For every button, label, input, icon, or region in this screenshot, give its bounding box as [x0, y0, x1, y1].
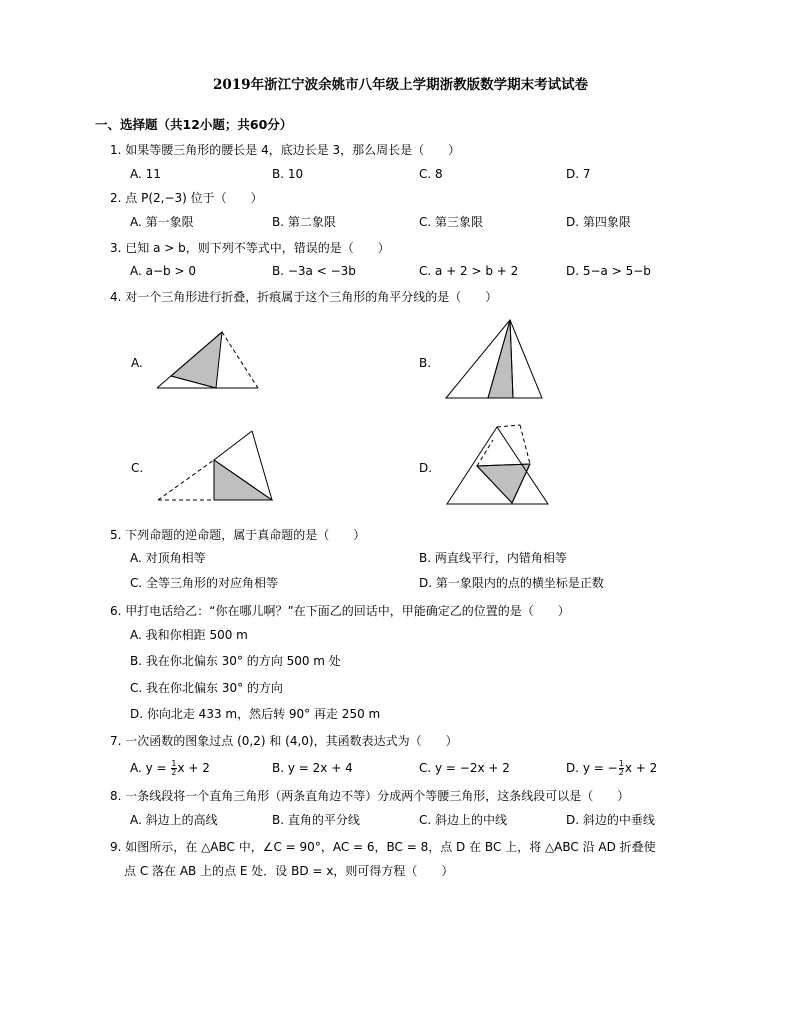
question-3-stem: 3. 已知 a > b，则下列不等式中，错误的是（ ） — [110, 241, 390, 255]
q7-d-fraction — [619, 760, 624, 777]
q5-option-a[interactable]: A. 对顶角相等 — [130, 551, 206, 565]
q3-option-b[interactable]: B. −3a < −3b — [272, 264, 356, 278]
fraction-denominator: 2 — [618, 768, 624, 777]
q5-option-d[interactable]: D. 第一象限内的点的横坐标是正数 — [419, 576, 604, 590]
section-heading: 一、选择题（共12小题；共60分） — [95, 117, 293, 132]
q6-option-a[interactable]: A. 我和你相距 500 m — [130, 628, 248, 642]
q8-option-b[interactable]: B. 直角的平分线 — [272, 813, 360, 827]
q1-option-d[interactable]: D. 7 — [566, 167, 591, 181]
q7-a-fraction — [171, 760, 176, 777]
figure-a-triangle — [157, 332, 258, 388]
q6-option-b[interactable]: B. 我在你北偏东 30° 的方向 500 m 处 — [130, 654, 341, 668]
question-5-stem: 5. 下列命题的逆命题，属于真命题的是（ ） — [110, 528, 366, 542]
q7-a-suffix: x + 2 — [177, 761, 210, 775]
q6-option-c[interactable]: C. 我在你北偏东 30° 的方向 — [130, 681, 283, 695]
figure-d-triangle — [447, 425, 548, 504]
q3-option-c[interactable]: C. a + 2 > b + 2 — [419, 264, 519, 278]
q3-option-d[interactable]: D. 5−a > 5−b — [566, 264, 651, 278]
q1-option-c[interactable]: C. 8 — [419, 167, 443, 181]
q4-option-d[interactable]: D. — [419, 461, 433, 475]
q7-option-a[interactable] — [130, 760, 210, 777]
q2-option-b[interactable]: B. 第二象限 — [272, 215, 336, 229]
q8-option-d[interactable]: D. 斜边的中垂线 — [566, 813, 655, 827]
figure-b-triangle — [446, 320, 542, 398]
q7-option-c[interactable]: C. y = −2x + 2 — [419, 761, 510, 775]
fraction-numerator: 1 — [171, 759, 177, 768]
q6-option-d[interactable]: D. 你向北走 433 m，然后转 90° 再走 250 m — [130, 707, 381, 721]
q2-option-a[interactable]: A. 第一象限 — [130, 215, 194, 229]
question-2-stem: 2. 点 P(2,−3) 位于（ ） — [110, 191, 263, 205]
q4-option-b[interactable]: B. — [419, 356, 432, 370]
question-9-stem-line2: 点 C 落在 AB 上的点 E 处．设 BD = x，则可得方程（ ） — [124, 864, 454, 878]
fraction-numerator: 1 — [618, 759, 624, 768]
q7-option-d[interactable] — [566, 760, 657, 777]
question-9-stem-line1: 9. 如图所示，在 △ABC 中，∠C = 90°，AC = 6，BC = 8，点 D 在 BC 上，将 △ABC 沿 AD 折叠使 — [110, 840, 656, 854]
question-8-stem: 8. 一条线段将一个直角三角形（两条直角边不等）分成两个等腰三角形，这条线段可以是（ ） — [110, 789, 630, 803]
q4-option-c[interactable]: C. — [131, 461, 144, 475]
q2-option-d[interactable]: D. 第四象限 — [566, 215, 631, 229]
q7-d-suffix: x + 2 — [624, 761, 658, 775]
q1-option-a[interactable]: A. 11 — [130, 167, 161, 181]
question-4-stem: 4. 对一个三角形进行折叠，折痕属于这个三角形的角平分线的是（ ） — [110, 290, 498, 304]
q1-option-b[interactable]: B. 10 — [272, 167, 304, 181]
q2-option-c[interactable]: C. 第三象限 — [419, 215, 484, 229]
fraction-denominator: 2 — [171, 768, 177, 777]
q3-option-a[interactable]: A. a−b > 0 — [130, 264, 196, 278]
page-title: 2019年浙江宁波余姚市八年级上学期浙教版数学期末考试试卷 — [213, 77, 589, 93]
q7-d-prefix: D. y = − — [566, 761, 618, 775]
q7-option-b[interactable]: B. y = 2x + 4 — [272, 761, 353, 775]
q4-option-a[interactable]: A. — [131, 356, 143, 370]
q8-option-a[interactable]: A. 斜边上的高线 — [130, 813, 218, 827]
q8-option-c[interactable]: C. 斜边上的中线 — [419, 813, 508, 827]
figure-c-triangle — [158, 431, 272, 500]
q7-a-prefix: A. y = — [130, 761, 171, 775]
question-6-stem: 6. 甲打电话给乙：“你在哪儿啊？”在下面乙的回话中，甲能确定乙的位置的是（ ） — [110, 604, 570, 618]
q5-option-b[interactable]: B. 两直线平行，内错角相等 — [419, 551, 567, 565]
question-1-stem: 1. 如果等腰三角形的腰长是 4，底边长是 3，那么周长是（ ） — [110, 143, 461, 157]
question-7-stem: 7. 一次函数的图象过点 (0,2) 和 (4,0)，其函数表达式为（ ） — [110, 734, 458, 748]
q5-option-c[interactable]: C. 全等三角形的对应角相等 — [130, 576, 279, 590]
